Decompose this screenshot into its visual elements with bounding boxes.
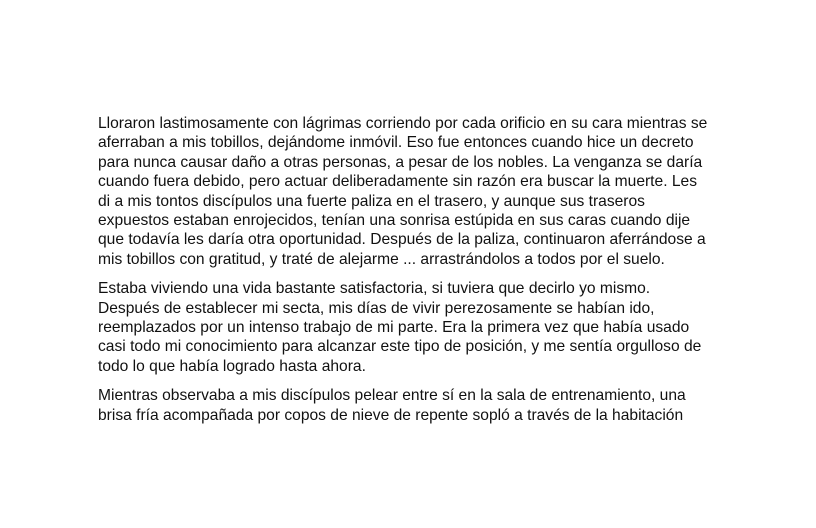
text-line: mis tobillos con gratitud, y traté de alejarme ... arrastrándolos a todos por el suelo. [98, 250, 665, 268]
paragraph-1 [98, 114, 738, 269]
text-line: expuestos estaban enrojecidos, tenían una sonrisa estúpida en sus caras cuando dije [98, 212, 691, 230]
text-line: di a mis tontos discípulos una fuerte paliza en el trasero, y aunque sus traseros [98, 192, 645, 210]
text-line: para nunca causar daño a otras personas, a pesar de los nobles. La venganza se daría [98, 153, 703, 171]
text-line: Estaba viviendo una vida bastante satisfactoria, si tuviera que decirlo yo mismo. [98, 280, 651, 298]
text-line: Después de establecer mi secta, mis días de vivir perezosamente se habían ido, [98, 299, 655, 317]
text-line: casi todo mi conocimiento para alcanzar este tipo de posición, y me sentía orgulloso de [98, 338, 702, 356]
text-line: que todavía les daría otra oportunidad. Después de la paliza, continuaron aferrándose a [98, 231, 706, 249]
text-line: Lloraron lastimosamente con lágrimas corriendo por cada orificio en su cara mientras se [98, 115, 708, 132]
text-line: reemplazados por un intenso trabajo de mi parte. Era la primera vez que había usado [98, 319, 690, 337]
text-line: cuando fuera debido, pero actuar deliberadamente sin razón era buscar la muerte. Les [98, 173, 697, 191]
text-line: todo lo que había logrado hasta ahora. [98, 357, 366, 375]
document-page [98, 114, 738, 435]
text-line: brisa fría acompañada por copos de nieve de repente sopló a través de la habitación [98, 406, 684, 424]
text-line: Mientras observaba a mis discípulos pelear entre sí en la sala de entrenamiento, una [98, 387, 686, 405]
paragraph-2 [98, 279, 738, 376]
text-line: aferraban a mis tobillos, dejándome inmóvil. Eso fue entonces cuando hice un decreto [98, 134, 694, 152]
paragraph-3 [98, 386, 738, 425]
